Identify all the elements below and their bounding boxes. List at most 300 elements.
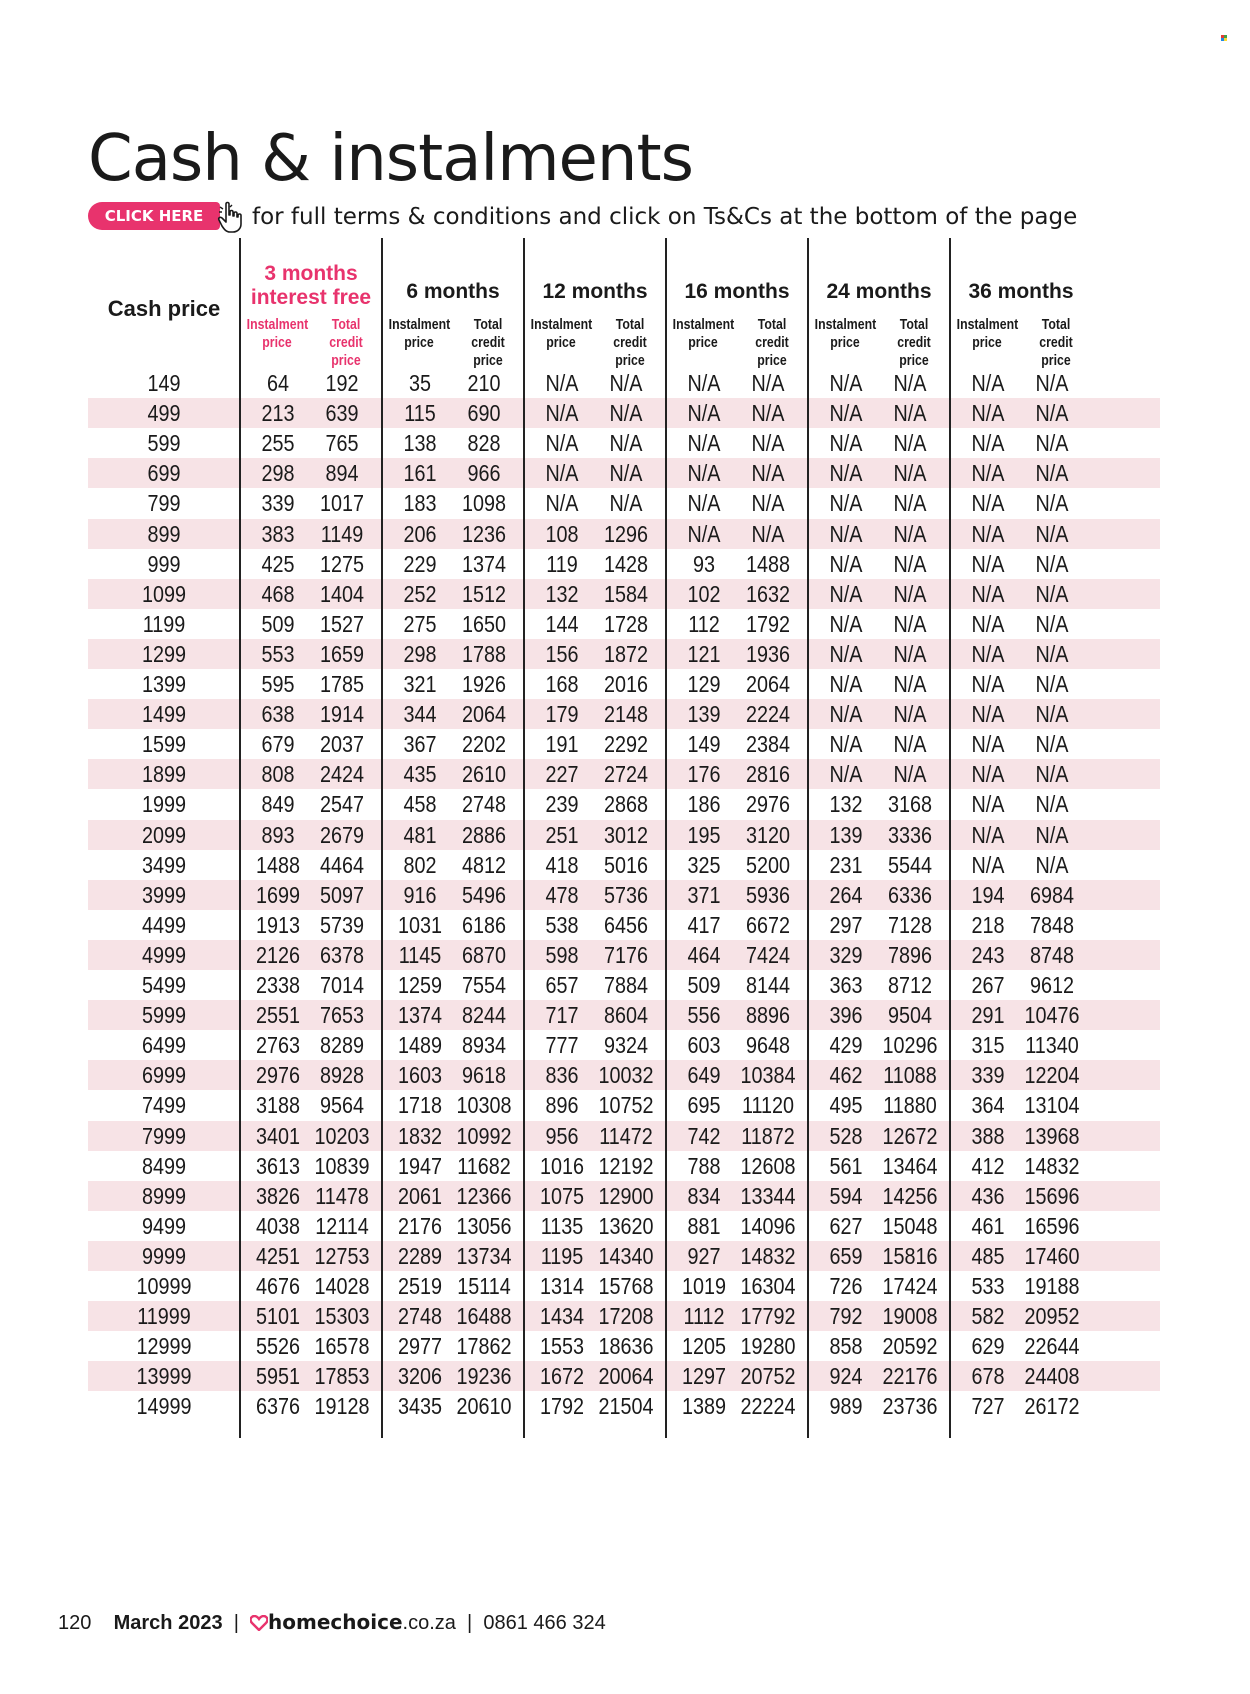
total-credit-price-cell: 11472 xyxy=(599,1122,653,1149)
total-credit-price-cell: 23736 xyxy=(882,1393,938,1420)
instalment-price-cell: N/A xyxy=(829,761,863,788)
cash-price-cell: 599 xyxy=(147,430,181,457)
instalment-price-cell: N/A xyxy=(829,490,863,517)
instalment-price-cell: 603 xyxy=(687,1032,721,1059)
total-credit-price-cell: 1936 xyxy=(745,640,790,667)
instalment-price-cell: 649 xyxy=(687,1062,721,1089)
total-credit-price-cell: 2148 xyxy=(603,701,648,728)
footer-phone[interactable]: 0861 466 324 xyxy=(483,1612,606,1634)
table-header xyxy=(88,256,1160,369)
total-credit-price-cell: 1275 xyxy=(319,550,364,577)
cash-price-cell: 1599 xyxy=(141,731,186,758)
total-credit-price-cell: 24408 xyxy=(1024,1363,1080,1390)
total-credit-price-cell: 13104 xyxy=(1024,1092,1080,1119)
cash-price-cell: 13999 xyxy=(136,1363,192,1390)
total-credit-price-cell: N/A xyxy=(751,460,785,487)
total-credit-price-cell: N/A xyxy=(1035,460,1069,487)
instalment-price-cell: 561 xyxy=(829,1152,863,1179)
instalment-price-cell: 329 xyxy=(829,941,863,968)
corner-mark xyxy=(1221,35,1228,41)
instalment-price-cell: 627 xyxy=(829,1212,863,1239)
total-credit-price-cell: 26172 xyxy=(1024,1393,1080,1420)
total-credit-price-cell: 19280 xyxy=(740,1333,796,1360)
instalment-price-cell: N/A xyxy=(971,580,1005,607)
cash-price-cell: 2099 xyxy=(141,821,186,848)
total-credit-price-header: Total credit price xyxy=(329,316,363,369)
total-credit-price-cell: 8748 xyxy=(1029,941,1074,968)
instalment-price-cell: 1434 xyxy=(539,1303,584,1330)
total-credit-price-cell: 3120 xyxy=(745,821,790,848)
cash-price-cell: 10999 xyxy=(136,1273,192,1299)
total-credit-price-cell: 1872 xyxy=(603,640,648,667)
instalment-price-cell: 1374 xyxy=(397,1002,442,1029)
total-credit-price-cell: 22644 xyxy=(1024,1333,1080,1360)
instalment-price-cell: 298 xyxy=(261,460,295,487)
total-credit-price-cell: 1584 xyxy=(603,580,648,607)
instalment-price-header: Instalment price xyxy=(246,316,309,351)
instalment-price-cell: N/A xyxy=(687,460,721,487)
total-credit-price-cell: 7884 xyxy=(603,972,648,998)
instalment-price-cell: N/A xyxy=(545,490,579,517)
total-credit-price-cell: 16488 xyxy=(456,1303,512,1330)
total-credit-price-cell: 15114 xyxy=(457,1273,511,1299)
instalment-price-cell: N/A xyxy=(545,460,579,487)
instalment-price-cell: 218 xyxy=(971,911,1005,938)
total-credit-price-cell: 12366 xyxy=(456,1182,512,1209)
hand-pointer-icon[interactable] xyxy=(216,200,248,234)
total-credit-price-cell: 2202 xyxy=(461,731,506,758)
total-credit-price-cell: 639 xyxy=(325,400,359,427)
total-credit-price-cell: 5097 xyxy=(319,881,364,908)
instalment-price-cell: 1488 xyxy=(255,851,300,878)
total-credit-price-cell: 6456 xyxy=(603,911,648,938)
total-credit-price-cell: N/A xyxy=(893,580,927,607)
total-credit-price-cell: 10992 xyxy=(456,1122,512,1149)
table-row xyxy=(88,699,1160,729)
table-row xyxy=(88,1030,1160,1060)
instalment-price-cell: 213 xyxy=(261,400,295,427)
footer-separator-2: | xyxy=(467,1612,473,1634)
table-row xyxy=(88,458,1160,488)
total-credit-price-cell: 8896 xyxy=(745,1002,790,1029)
total-credit-price-cell: 6672 xyxy=(745,911,790,938)
instalment-price-cell: 5951 xyxy=(255,1363,300,1390)
instalment-price-cell: 229 xyxy=(403,550,437,577)
total-credit-price-cell: N/A xyxy=(893,550,927,577)
total-credit-price-cell: 2064 xyxy=(461,701,506,728)
total-credit-price-cell: 6378 xyxy=(319,941,364,968)
instalment-price-cell: N/A xyxy=(829,640,863,667)
total-credit-price-cell: N/A xyxy=(609,430,643,457)
instalment-price-cell: 678 xyxy=(971,1363,1005,1390)
instalment-price-cell: 183 xyxy=(403,490,437,517)
total-credit-price-cell: 16304 xyxy=(740,1273,796,1299)
instalment-price-cell: N/A xyxy=(971,460,1005,487)
instalment-price-cell: 239 xyxy=(545,791,579,818)
total-credit-price-cell: 1659 xyxy=(319,640,364,667)
total-credit-price-cell: 1296 xyxy=(603,520,648,547)
instalment-price-cell: 2176 xyxy=(397,1212,442,1239)
instalment-price-cell: 481 xyxy=(403,821,437,848)
instalment-price-cell: N/A xyxy=(829,520,863,547)
cash-price-cell: 4999 xyxy=(141,941,186,968)
table-row xyxy=(88,1060,1160,1090)
instalment-price-cell: 679 xyxy=(261,731,295,758)
table-row xyxy=(88,1090,1160,1120)
footer-brand[interactable]: homechoice xyxy=(268,1610,403,1634)
total-credit-price-cell: 6336 xyxy=(887,881,932,908)
total-credit-price-cell: N/A xyxy=(893,731,927,758)
total-credit-price-cell: 19128 xyxy=(314,1393,370,1420)
total-credit-price-cell: 13968 xyxy=(1024,1122,1080,1149)
instalment-price-cell: 121 xyxy=(687,640,721,667)
total-credit-price-cell: 8934 xyxy=(461,1032,506,1059)
total-credit-price-cell: 1632 xyxy=(745,580,790,607)
instalment-price-cell: 417 xyxy=(687,911,721,938)
total-credit-price-cell: 2679 xyxy=(319,821,364,848)
total-credit-price-cell: N/A xyxy=(751,370,785,396)
table-row xyxy=(88,519,1160,549)
instalment-price-cell: 388 xyxy=(971,1122,1005,1149)
total-credit-price-cell: 19008 xyxy=(882,1303,938,1330)
instalment-price-cell: 364 xyxy=(971,1092,1005,1119)
instalment-price-cell: 638 xyxy=(261,701,295,728)
total-credit-price-cell: 1728 xyxy=(603,610,648,637)
total-credit-price-cell: 8712 xyxy=(887,972,932,998)
instalment-price-header: Instalment price xyxy=(530,316,593,351)
total-credit-price-cell: 22224 xyxy=(740,1393,796,1420)
instalment-price-header: Instalment price xyxy=(388,316,451,351)
instalment-price-cell: N/A xyxy=(829,550,863,577)
instalment-price-cell: 509 xyxy=(687,972,721,998)
total-credit-price-cell: 13056 xyxy=(456,1212,512,1239)
instalment-price-cell: 1135 xyxy=(540,1212,584,1239)
instalment-price-cell: 629 xyxy=(971,1333,1005,1360)
instalment-price-cell: 582 xyxy=(971,1303,1005,1330)
instalment-price-cell: 1016 xyxy=(539,1152,584,1179)
instalment-price-cell: N/A xyxy=(971,640,1005,667)
instalment-price-cell: 462 xyxy=(829,1062,863,1089)
instalment-price-cell: 1075 xyxy=(539,1182,584,1209)
page-number: 120 xyxy=(58,1612,92,1634)
instalment-price-cell: 989 xyxy=(829,1393,863,1420)
instalment-price-cell: 115 xyxy=(404,400,436,427)
instalment-price-cell: 186 xyxy=(687,791,721,818)
table-row xyxy=(88,1181,1160,1211)
total-credit-price-cell: N/A xyxy=(609,370,643,396)
total-credit-price-cell: 10308 xyxy=(456,1092,512,1119)
total-credit-price-cell: 11682 xyxy=(457,1152,511,1179)
cash-price-cell: 1399 xyxy=(141,671,186,697)
instalment-price-cell: 598 xyxy=(545,941,579,968)
instalment-price-cell: 1031 xyxy=(397,911,442,938)
total-credit-price-cell: 12204 xyxy=(1024,1062,1080,1089)
table-row xyxy=(88,579,1160,609)
table-row xyxy=(88,729,1160,759)
total-credit-price-cell: 2547 xyxy=(319,791,364,818)
total-credit-price-cell: N/A xyxy=(1035,731,1069,758)
total-credit-price-cell: N/A xyxy=(1035,821,1069,848)
instalment-price-cell: N/A xyxy=(971,701,1005,728)
instalment-price-cell: 3206 xyxy=(397,1363,442,1390)
footer-separator: | xyxy=(233,1612,239,1634)
total-credit-price-cell: N/A xyxy=(751,430,785,457)
instalment-price-cell: 206 xyxy=(403,520,437,547)
total-credit-price-cell: 1785 xyxy=(319,671,364,697)
instalment-price-cell: 5101 xyxy=(255,1303,300,1330)
group-title: 36 months xyxy=(968,280,1074,303)
instalment-price-cell: 3401 xyxy=(255,1122,300,1149)
cash-price-cell: 499 xyxy=(147,400,181,427)
click-here-button[interactable]: CLICK HERE xyxy=(88,202,220,230)
instalment-price-cell: 657 xyxy=(545,972,579,998)
instalment-price-cell: 1389 xyxy=(681,1393,726,1420)
total-credit-price-cell: 10752 xyxy=(598,1092,654,1119)
instalment-price-cell: 849 xyxy=(261,791,295,818)
total-credit-price-cell: 8289 xyxy=(319,1032,364,1059)
total-credit-price-cell: 7653 xyxy=(319,1002,364,1029)
instalment-price-cell: 538 xyxy=(545,911,579,938)
table-row xyxy=(88,970,1160,1000)
total-credit-price-cell: 15816 xyxy=(882,1242,938,1269)
instalment-price-cell: 371 xyxy=(687,881,721,908)
instalment-price-cell: 478 xyxy=(545,881,579,908)
column-divider xyxy=(949,238,951,1438)
instalment-price-cell: 132 xyxy=(545,580,579,607)
total-credit-price-cell: 1512 xyxy=(461,580,506,607)
total-credit-price-cell: 1792 xyxy=(745,610,790,637)
instalment-price-header: Instalment price xyxy=(672,316,735,351)
instalment-price-cell: 156 xyxy=(545,640,579,667)
instalment-price-cell: 227 xyxy=(545,761,579,788)
total-credit-price-cell: 7554 xyxy=(461,972,506,998)
instalment-price-cell: 468 xyxy=(261,580,295,607)
total-credit-price-cell: 9648 xyxy=(745,1032,790,1059)
instalment-price-cell: 418 xyxy=(545,851,579,878)
total-credit-price-cell: 20952 xyxy=(1024,1303,1080,1330)
cash-price-cell: 899 xyxy=(147,520,181,547)
total-credit-price-cell: N/A xyxy=(1035,550,1069,577)
instalment-price-cell: 495 xyxy=(829,1092,863,1119)
table-row xyxy=(88,820,1160,850)
total-credit-price-cell: 13344 xyxy=(740,1182,796,1209)
total-credit-price-cell: N/A xyxy=(1035,370,1069,396)
total-credit-price-cell: 1650 xyxy=(461,610,506,637)
instalment-price-cell: 363 xyxy=(829,972,863,998)
total-credit-price-cell: N/A xyxy=(609,460,643,487)
instalment-price-cell: N/A xyxy=(971,671,1005,697)
instalment-price-cell: 1603 xyxy=(397,1062,442,1089)
instalment-price-cell: N/A xyxy=(829,370,863,396)
instalment-price-cell: 1297 xyxy=(681,1363,726,1390)
instalment-price-cell: 176 xyxy=(687,761,721,788)
instalment-price-cell: 1832 xyxy=(397,1122,442,1149)
instalment-price-cell: 927 xyxy=(687,1242,721,1269)
instalment-price-cell: 695 xyxy=(687,1092,721,1119)
instalment-price-cell: N/A xyxy=(829,460,863,487)
instalment-price-cell: N/A xyxy=(971,520,1005,547)
instalment-price-cell: 1195 xyxy=(540,1242,584,1269)
instalment-price-cell: 161 xyxy=(403,460,437,487)
instalment-price-cell: 509 xyxy=(261,610,295,637)
group-header-4 xyxy=(808,256,950,369)
table-row xyxy=(88,1391,1160,1421)
total-credit-price-cell: 828 xyxy=(467,430,501,457)
instalment-price-cell: 1489 xyxy=(397,1032,442,1059)
instalment-price-cell: 788 xyxy=(687,1152,721,1179)
total-credit-price-cell: 2224 xyxy=(745,701,790,728)
instalment-price-cell: N/A xyxy=(829,671,863,697)
cash-price-cell: 4499 xyxy=(141,911,186,938)
total-credit-price-cell: 9612 xyxy=(1029,972,1074,998)
total-credit-price-cell: 3012 xyxy=(603,821,648,848)
total-credit-price-cell: 5736 xyxy=(603,881,648,908)
group-header-2 xyxy=(524,256,666,369)
total-credit-price-cell: 12114 xyxy=(315,1212,369,1239)
total-credit-price-cell: 2816 xyxy=(745,761,790,788)
footer-domain[interactable]: .co.za xyxy=(402,1612,456,1634)
instalment-price-cell: 112 xyxy=(688,610,720,637)
column-divider xyxy=(381,238,383,1438)
total-credit-price-cell: N/A xyxy=(893,610,927,637)
instalment-price-cell: 138 xyxy=(403,430,437,457)
total-credit-price-cell: 19236 xyxy=(456,1363,512,1390)
total-credit-price-cell: 15696 xyxy=(1024,1182,1080,1209)
instalment-price-cell: 2976 xyxy=(255,1062,300,1089)
instalment-price-cell: 1019 xyxy=(681,1273,726,1299)
cash-price-cell: 1199 xyxy=(142,610,186,637)
total-credit-price-header: Total credit price xyxy=(471,316,505,369)
cash-price-cell: 699 xyxy=(147,460,181,487)
total-credit-price-cell: N/A xyxy=(893,640,927,667)
instalment-price-cell: N/A xyxy=(971,400,1005,427)
table-row xyxy=(88,609,1160,639)
instalment-price-cell: 893 xyxy=(261,821,295,848)
total-credit-price-cell: 2724 xyxy=(603,761,648,788)
cash-price-cell: 9499 xyxy=(141,1212,186,1239)
instalment-price-cell: 275 xyxy=(403,610,437,637)
total-credit-price-cell: 3336 xyxy=(887,821,932,848)
table-row xyxy=(88,1241,1160,1271)
instalment-price-cell: 321 xyxy=(403,671,437,697)
total-credit-price-cell: 7014 xyxy=(319,972,364,998)
total-credit-price-cell: 894 xyxy=(325,460,359,487)
total-credit-price-cell: 9564 xyxy=(319,1092,364,1119)
instalment-price-cell: 93 xyxy=(692,550,716,577)
total-credit-price-cell: 17862 xyxy=(456,1333,512,1360)
total-credit-price-cell: 10032 xyxy=(598,1062,654,1089)
total-credit-price-cell: 7128 xyxy=(887,911,932,938)
instalment-price-cell: N/A xyxy=(971,791,1005,818)
instalment-price-cell: 339 xyxy=(971,1062,1005,1089)
instalment-price-cell: 191 xyxy=(545,731,579,758)
table-row xyxy=(88,940,1160,970)
instalment-price-cell: 594 xyxy=(829,1182,863,1209)
instalment-price-cell: 777 xyxy=(545,1032,579,1059)
total-credit-price-cell: 690 xyxy=(467,400,501,427)
instalment-price-cell: 916 xyxy=(403,881,437,908)
instalment-price-cell: 367 xyxy=(403,731,437,758)
total-credit-price-cell: N/A xyxy=(893,761,927,788)
instalment-price-cell: N/A xyxy=(829,610,863,637)
total-credit-price-cell: 10384 xyxy=(740,1062,796,1089)
page-title: Cash & instalments xyxy=(88,122,693,196)
table-row xyxy=(88,488,1160,518)
instalment-price-cell: 528 xyxy=(829,1122,863,1149)
instalment-price-cell: N/A xyxy=(687,520,721,547)
total-credit-price-cell: 20752 xyxy=(740,1363,796,1390)
cash-price-cell: 11999 xyxy=(137,1303,191,1330)
total-credit-price-cell: 14028 xyxy=(314,1273,370,1299)
instalment-price-cell: N/A xyxy=(687,370,721,396)
total-credit-price-cell: 15048 xyxy=(882,1212,938,1239)
instalment-price-cell: 956 xyxy=(545,1122,579,1149)
total-credit-price-cell: 7424 xyxy=(745,941,790,968)
instalment-price-cell: 297 xyxy=(829,911,863,938)
instalment-price-cell: 344 xyxy=(403,701,437,728)
cash-price-cell: 9999 xyxy=(141,1242,186,1269)
instalment-price-cell: 1314 xyxy=(539,1273,584,1299)
instalment-price-cell: 267 xyxy=(971,972,1005,998)
instalment-price-cell: N/A xyxy=(687,430,721,457)
instalment-price-cell: 129 xyxy=(687,671,721,697)
total-credit-price-header: Total credit price xyxy=(897,316,931,369)
total-credit-price-cell: 6186 xyxy=(461,911,506,938)
total-credit-price-cell: 17460 xyxy=(1024,1242,1080,1269)
instalment-price-cell: 836 xyxy=(545,1062,579,1089)
total-credit-price-cell: 2064 xyxy=(745,671,790,697)
total-credit-price-cell: 17424 xyxy=(882,1273,938,1299)
table-row xyxy=(88,1301,1160,1331)
instalment-price-cell: 2748 xyxy=(397,1303,442,1330)
table-row xyxy=(88,549,1160,579)
total-credit-price-cell: 7848 xyxy=(1029,911,1074,938)
instalment-price-cell: 243 xyxy=(971,941,1005,968)
instalment-price-cell: 383 xyxy=(261,520,295,547)
instalment-price-cell: 717 xyxy=(545,1002,579,1029)
total-credit-price-cell: 5739 xyxy=(319,911,364,938)
table-row xyxy=(88,1151,1160,1181)
group-title: 24 months xyxy=(826,280,932,303)
cash-price-cell: 6999 xyxy=(141,1062,186,1089)
instalment-price-cell: 1553 xyxy=(539,1333,584,1360)
instalment-price-cell: 2061 xyxy=(397,1182,442,1209)
total-credit-price-cell: 14096 xyxy=(740,1212,796,1239)
instalment-price-cell: 298 xyxy=(403,640,437,667)
instalment-price-cell: 802 xyxy=(403,851,437,878)
total-credit-price-cell: 11088 xyxy=(883,1062,937,1089)
group-title: 16 months xyxy=(684,280,790,303)
instalment-price-cell: 1718 xyxy=(397,1092,442,1119)
instalment-price-cell: N/A xyxy=(829,580,863,607)
instalment-price-cell: 108 xyxy=(545,520,579,547)
total-credit-price-cell: 12753 xyxy=(314,1242,370,1269)
total-credit-price-cell: 765 xyxy=(325,430,359,457)
instalment-price-cell: 742 xyxy=(687,1122,721,1149)
instalment-price-cell: 2289 xyxy=(397,1242,442,1269)
total-credit-price-cell: 8604 xyxy=(603,1002,648,1029)
total-credit-price-cell: N/A xyxy=(893,701,927,728)
instalment-price-cell: 64 xyxy=(266,370,290,396)
total-credit-price-cell: N/A xyxy=(893,430,927,457)
total-credit-price-cell: 4812 xyxy=(461,851,506,878)
group-header-3 xyxy=(666,256,808,369)
instalment-price-cell: 102 xyxy=(687,580,721,607)
instalment-price-cell: 144 xyxy=(545,610,579,637)
table-row xyxy=(88,1331,1160,1361)
instalment-price-cell: 659 xyxy=(829,1242,863,1269)
instalment-price-cell: 325 xyxy=(687,851,721,878)
